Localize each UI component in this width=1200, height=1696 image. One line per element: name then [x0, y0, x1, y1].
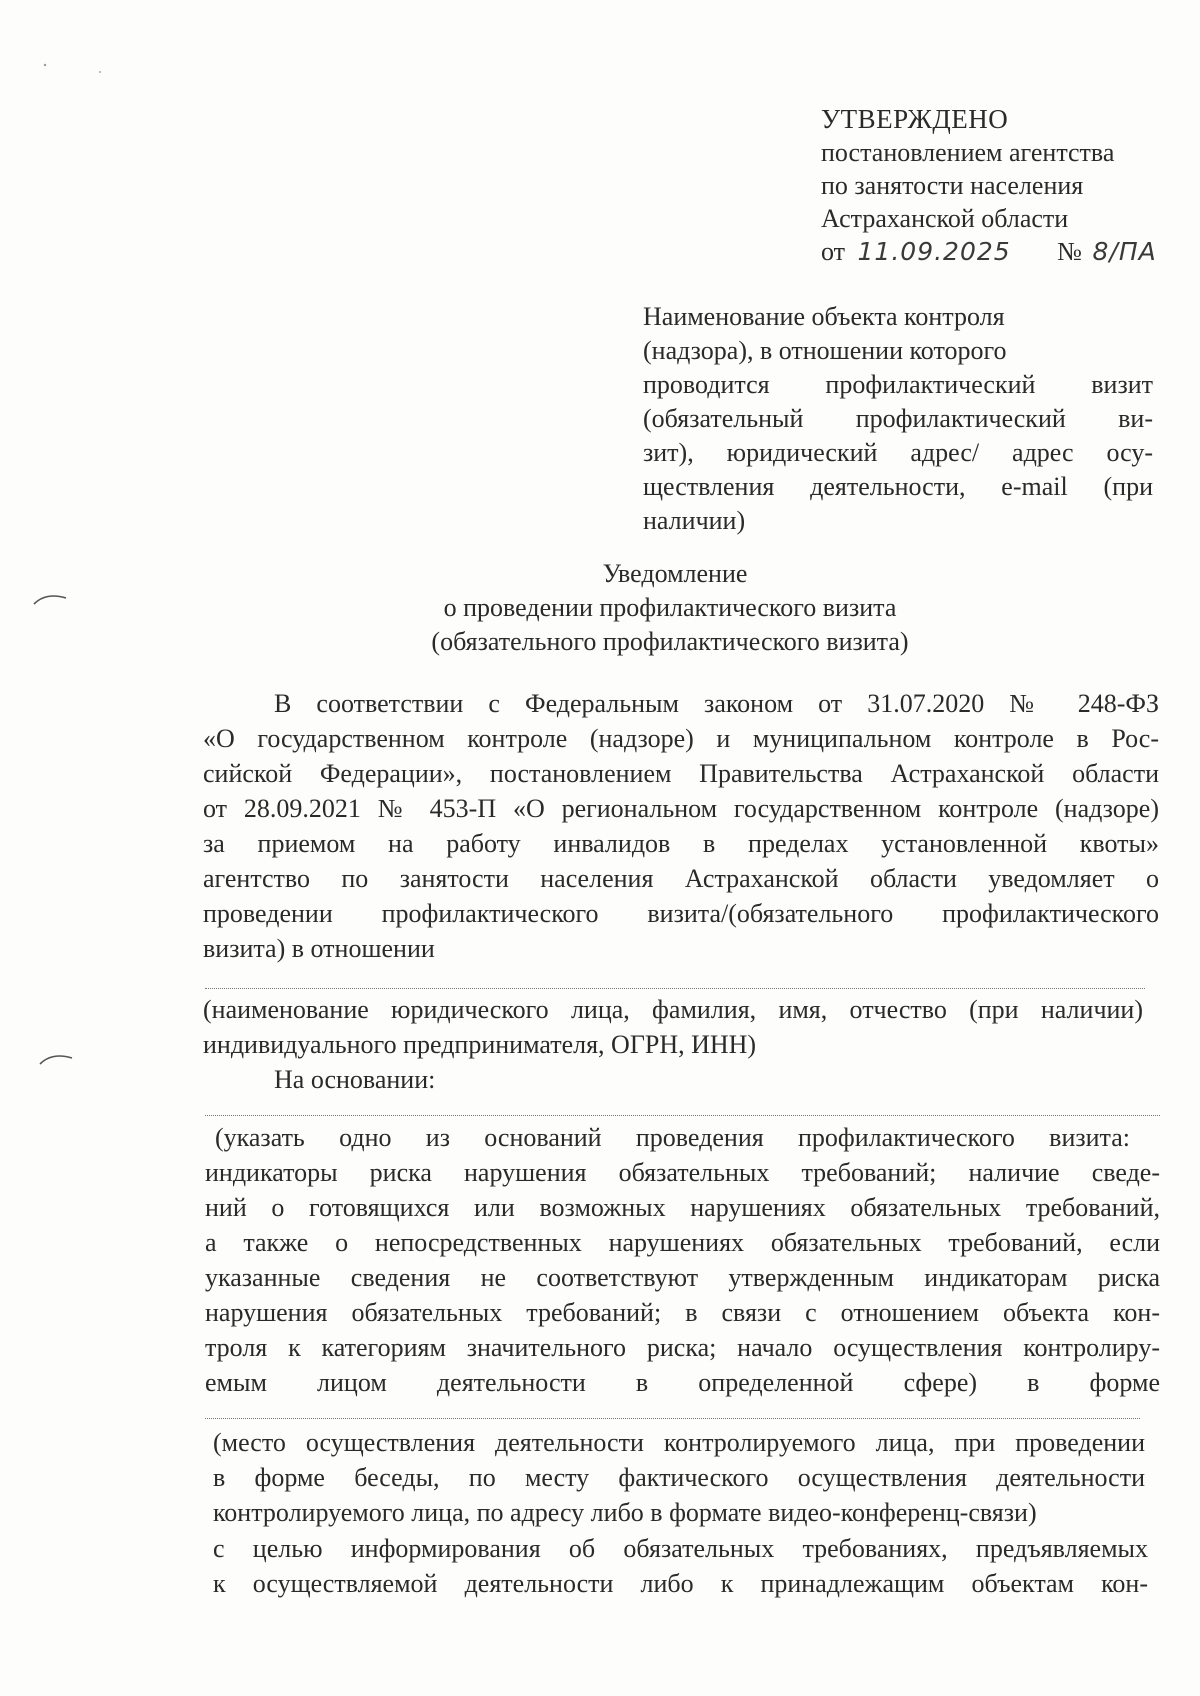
hint-line: в форме беседы, по месту фактического осуществления деятельности [213, 1463, 1145, 1492]
date-prefix: от [821, 237, 846, 266]
addressee-line: зит), юридический адрес/ адрес осу- [643, 438, 1153, 467]
approval-date-line [821, 236, 1157, 268]
hint-line: индикаторы риска нарушения обязательных требований; наличие сведе- [205, 1158, 1160, 1187]
paragraph-line: от 28.09.2021 № 453-П «О региональном государственном контроле (надзоре) [203, 794, 1159, 823]
fill-in-line-form [205, 1418, 1140, 1419]
addressee-line: проводится профилактический визит [643, 370, 1153, 399]
paragraph-line: визита) в отношении [203, 934, 435, 963]
fill-in-line-basis [205, 1115, 1160, 1116]
approval-line-3: Астраханской области [821, 204, 1069, 233]
number-prefix: № [1057, 237, 1082, 266]
speck-dot [44, 64, 46, 66]
speck-dot [99, 71, 101, 73]
fill-in-line-entity [205, 988, 1145, 989]
paragraph-line: агентство по занятости населения Астраханской области уведомляет о [203, 864, 1159, 893]
hint-line: нарушения обязательных требований; в связи с отношением объекта кон- [205, 1298, 1160, 1327]
basis-label: На основании: [274, 1065, 436, 1094]
paragraph-line: за приемом на работу инвалидов в пределах установленной квоты» [203, 829, 1159, 858]
handwritten-date: 11.09.2025 [857, 237, 1011, 266]
approval-heading: УТВЕРЖДЕНО [821, 104, 1009, 134]
paragraph-line: с целью информирования об обязательных требованиях, предъявляемых [213, 1534, 1148, 1563]
hint-line: контролируемого лица, по адресу либо в формате видео-конференц-связи) [213, 1498, 1037, 1527]
paragraph-line: «О государственном контроле (надзоре) и муниципальном контроле в Рос- [203, 724, 1159, 753]
paragraph-line: сийской Федерации», постановлением Правительства Астраханской области [203, 759, 1159, 788]
paragraph-line: В соответствии с Федеральным законом от 31.07.2020 № 248-ФЗ [274, 689, 1159, 718]
paragraph-line: проведении профилактического визита/(обязательного профилактического [203, 899, 1159, 928]
paragraph-line: к осуществляемой деятельности либо к принадлежащим объектам кон- [213, 1569, 1148, 1598]
title-line-2: о проведении профилактического визита [443, 593, 897, 622]
hint-line: (место осуществления деятельности контролируемого лица, при проведении [213, 1428, 1145, 1457]
hint-line: троля к категориям значительного риска; начало осуществления контролиру- [205, 1333, 1160, 1362]
hint-line: указанные сведения не соответствуют утвержденным индикаторам риска [205, 1263, 1160, 1292]
scan-mark-left-2 [38, 1050, 78, 1070]
hint-line: (указать одно из оснований проведения профилактического визита: [215, 1123, 1130, 1152]
title-line-1: Уведомление [602, 559, 748, 588]
addressee-line: наличии) [643, 506, 746, 535]
hint-line: а также о непосредственных нарушениях обязательных требований, если [205, 1228, 1160, 1257]
addressee-line: (надзора), в отношении которого [643, 336, 1007, 365]
title-line-3: (обязательного профилактического визита) [431, 627, 909, 656]
hint-line: (наименование юридического лица, фамилия, имя, отчество (при наличии) [203, 995, 1143, 1024]
hint-line: емым лицом деятельности в определенной сфере) в форме [205, 1368, 1160, 1397]
addressee-line: ществления деятельности, e-mail (при [643, 472, 1153, 501]
approval-line-1: постановлением агентства [821, 138, 1115, 167]
hint-line: ний о готовящихся или возможных нарушениях обязательных требований, [205, 1193, 1160, 1222]
approval-line-2: по занятости населения [821, 171, 1084, 200]
handwritten-number: 8/ПА [1092, 237, 1157, 266]
addressee-line: Наименование объекта контроля [643, 302, 1005, 331]
hint-line: индивидуального предпринимателя, ОГРН, ИНН) [203, 1030, 757, 1059]
scan-speck-top [40, 60, 120, 80]
addressee-line: (обязательный профилактический ви- [643, 404, 1153, 433]
